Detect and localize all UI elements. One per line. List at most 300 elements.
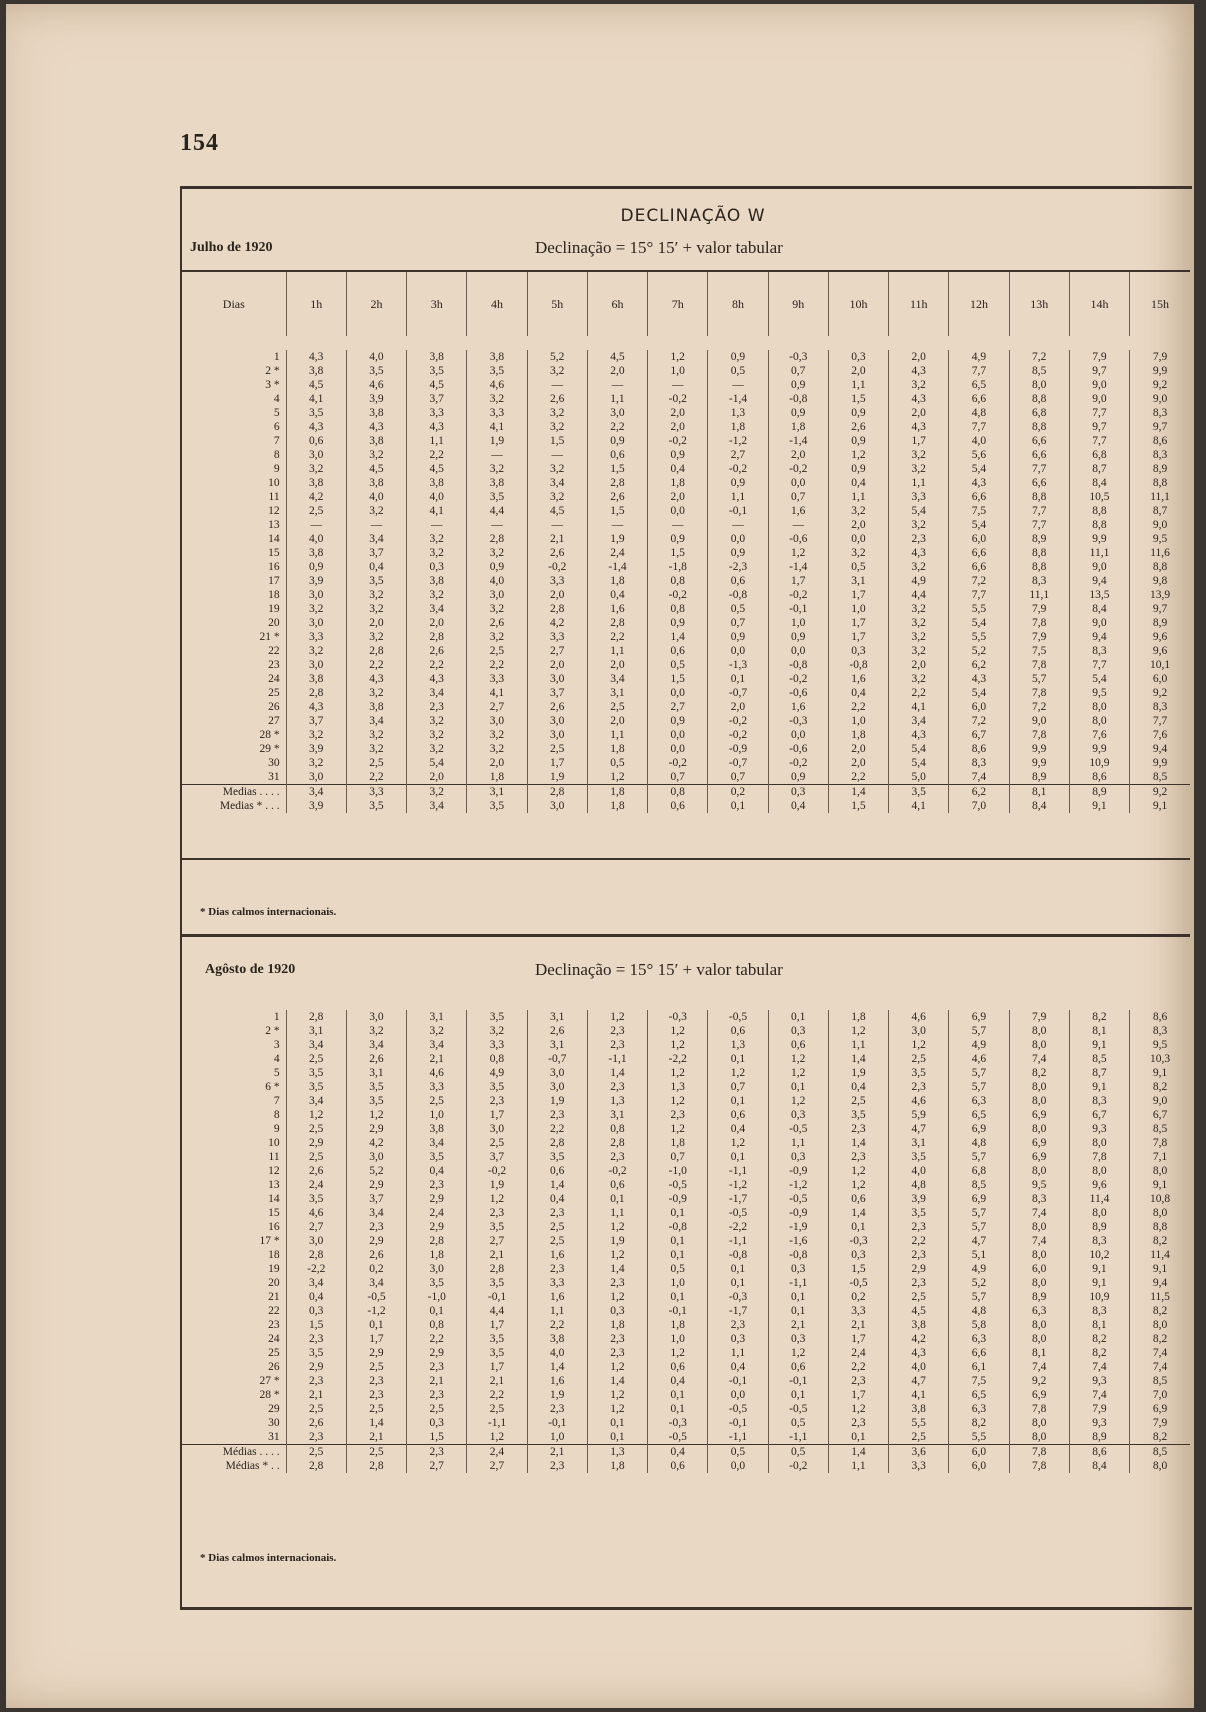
value-cell: 9,4 [1069, 630, 1129, 644]
value-cell: 1,1 [708, 1346, 768, 1360]
value-cell: 2,3 [527, 1108, 587, 1122]
value-cell: 3,0 [286, 1234, 346, 1248]
value-cell: 0,1 [648, 1402, 708, 1416]
value-cell: 6,6 [949, 490, 1009, 504]
value-cell: 7,8 [1009, 658, 1069, 672]
value-cell: 3,8 [286, 672, 346, 686]
value-cell: 3,3 [467, 672, 527, 686]
value-cell: 0,6 [648, 644, 708, 658]
value-cell: 2,3 [828, 1122, 888, 1136]
value-cell: 6,6 [1009, 476, 1069, 490]
value-cell: 9,9 [1130, 364, 1190, 378]
value-cell: 2,2 [828, 770, 888, 785]
value-cell: 0,0 [648, 504, 708, 518]
value-cell: 9,9 [1130, 756, 1190, 770]
value-cell: 4,0 [346, 350, 406, 364]
value-cell: 2,8 [467, 532, 527, 546]
average-cell: 1,8 [587, 785, 647, 800]
value-cell: 1,9 [527, 1388, 587, 1402]
value-cell: 4,0 [467, 574, 527, 588]
value-cell: 3,4 [346, 532, 406, 546]
value-cell: 4,0 [407, 490, 467, 504]
day-cell: 26 [268, 701, 280, 713]
value-cell: 8,2 [1130, 1304, 1190, 1318]
day-cell: 1 [273, 351, 280, 363]
value-cell: 4,8 [949, 1136, 1009, 1150]
value-cell: 2,3 [587, 1080, 647, 1094]
value-cell: 1,3 [587, 1094, 647, 1108]
value-cell: 2,9 [407, 1220, 467, 1234]
value-cell: 3,5 [467, 1276, 527, 1290]
value-cell: 3,2 [346, 728, 406, 742]
table-row [182, 644, 1190, 658]
value-cell: 2,0 [346, 616, 406, 630]
average-cell: 7,0 [949, 799, 1009, 813]
value-cell: 3,2 [286, 644, 346, 658]
value-cell: 7,8 [1009, 1402, 1069, 1416]
value-cell: 1,2 [828, 1178, 888, 1192]
value-cell: 2,5 [889, 1052, 949, 1066]
value-cell: 7,4 [1009, 1360, 1069, 1374]
value-cell: 8,0 [1069, 1164, 1129, 1178]
value-cell: 0,1 [768, 1290, 828, 1304]
value-cell: 1,5 [407, 1430, 467, 1445]
day-cell: 14 [268, 533, 280, 545]
day-cell: 25 [268, 1347, 280, 1359]
table-row [182, 1220, 1190, 1234]
value-cell: 2,7 [467, 1234, 527, 1248]
header-hour: 10h [828, 272, 888, 336]
value-cell: 3,1 [527, 1010, 587, 1024]
value-cell: 5,4 [949, 686, 1009, 700]
value-cell: 0,9 [648, 448, 708, 462]
value-cell: 2,3 [346, 1388, 406, 1402]
value-cell: 1,2 [587, 1360, 647, 1374]
table-row [182, 1080, 1190, 1094]
value-cell: 5,5 [949, 1430, 1009, 1445]
value-cell: -1,4 [587, 560, 647, 574]
average-cell: 8,0 [1130, 1459, 1190, 1473]
value-cell: 1,8 [587, 1318, 647, 1332]
value-cell: 6,6 [949, 392, 1009, 406]
value-cell: 8,8 [1130, 476, 1190, 490]
value-cell: 4,9 [889, 574, 949, 588]
average-cell: 2,4 [467, 1445, 527, 1460]
average-cell: 1,4 [828, 1445, 888, 1460]
value-cell: 4,3 [407, 672, 467, 686]
value-cell: 6,9 [1130, 1402, 1190, 1416]
value-cell: 1,2 [889, 1038, 949, 1052]
average-cell: 2,3 [407, 1445, 467, 1460]
value-cell: -0,6 [768, 686, 828, 700]
value-cell: 1,4 [346, 1416, 406, 1430]
value-cell: 1,2 [828, 1402, 888, 1416]
value-cell: 3,0 [527, 714, 587, 728]
value-cell: 3,2 [467, 630, 527, 644]
value-cell: 1,2 [587, 1388, 647, 1402]
header-hour: 5h [527, 272, 587, 336]
value-cell: 2,6 [286, 1164, 346, 1178]
header-hour: 6h [587, 272, 647, 336]
table-row [182, 588, 1190, 602]
value-cell: 2,0 [889, 350, 949, 364]
value-cell: 1,1 [587, 392, 647, 406]
value-cell: -0,9 [708, 742, 768, 756]
value-cell: 8,2 [1130, 1332, 1190, 1346]
value-cell: 4,0 [949, 434, 1009, 448]
value-cell: 6,9 [949, 1010, 1009, 1024]
value-cell: -0,1 [708, 504, 768, 518]
value-cell: 4,6 [286, 1206, 346, 1220]
value-cell: 4,9 [949, 350, 1009, 364]
average-cell: 3,5 [467, 799, 527, 813]
value-cell: 0,4 [346, 560, 406, 574]
day-cell: 25 [268, 687, 280, 699]
value-cell: 4,0 [889, 1360, 949, 1374]
value-cell: 8,4 [1069, 476, 1129, 490]
value-cell: 3,2 [346, 588, 406, 602]
average-cell: 2,5 [346, 1445, 406, 1460]
value-cell: 3,2 [467, 728, 527, 742]
value-cell: 0,8 [648, 602, 708, 616]
value-cell: 0,6 [708, 574, 768, 588]
value-cell: -0,1 [467, 1290, 527, 1304]
value-cell: 0,5 [708, 602, 768, 616]
value-cell: 1,5 [286, 1318, 346, 1332]
value-cell: 7,7 [949, 420, 1009, 434]
day-cell: 13 [268, 1179, 280, 1191]
value-cell: 3,5 [889, 1066, 949, 1080]
value-cell: 3,8 [346, 476, 406, 490]
value-cell: 0,9 [648, 532, 708, 546]
value-cell: 0,3 [768, 1150, 828, 1164]
value-cell: -0,1 [648, 1304, 708, 1318]
value-cell: 7,9 [1069, 350, 1129, 364]
value-cell: 1,2 [828, 1024, 888, 1038]
value-cell: 2,0 [828, 742, 888, 756]
value-cell: 2,3 [587, 1346, 647, 1360]
value-cell: 3,5 [467, 490, 527, 504]
value-cell: 2,5 [527, 1220, 587, 1234]
value-cell: 1,1 [828, 378, 888, 392]
value-cell: 7,8 [1130, 1136, 1190, 1150]
value-cell: 2,4 [587, 546, 647, 560]
value-cell: 1,8 [467, 770, 527, 785]
value-cell: 2,9 [286, 1360, 346, 1374]
value-cell: 3,0 [527, 728, 587, 742]
value-cell: 10,2 [1069, 1248, 1129, 1262]
value-cell: 8,9 [1130, 462, 1190, 476]
value-cell: 2,7 [648, 700, 708, 714]
value-cell: 0,5 [587, 756, 647, 770]
value-cell: 2,2 [407, 658, 467, 672]
value-cell: 7,4 [1130, 1360, 1190, 1374]
value-cell: -0,2 [648, 756, 708, 770]
value-cell: -0,3 [708, 1290, 768, 1304]
value-cell: 6,5 [949, 1108, 1009, 1122]
value-cell: 2,6 [527, 392, 587, 406]
value-cell: 0,3 [587, 1304, 647, 1318]
value-cell: 9,9 [1009, 756, 1069, 770]
value-cell: 8,1 [1069, 1318, 1129, 1332]
value-cell: -1,2 [708, 434, 768, 448]
value-cell: 7,9 [1009, 1010, 1069, 1024]
day-cell: 22 [268, 1305, 280, 1317]
value-cell: 8,9 [1130, 616, 1190, 630]
value-cell: 3,2 [346, 630, 406, 644]
value-cell: -0,8 [768, 1248, 828, 1262]
value-cell: 9,3 [1069, 1122, 1129, 1136]
value-cell: 3,0 [587, 406, 647, 420]
value-cell: 7,7 [1069, 658, 1129, 672]
value-cell: 9,2 [1009, 1374, 1069, 1388]
value-cell: 1,0 [527, 1430, 587, 1445]
value-cell: 7,2 [1009, 700, 1069, 714]
value-cell: -1,1 [708, 1234, 768, 1248]
value-cell: 1,2 [708, 1066, 768, 1080]
average-cell: 7,8 [1009, 1459, 1069, 1473]
value-cell: 6,3 [949, 1094, 1009, 1108]
value-cell: 3,8 [286, 546, 346, 560]
value-cell: 2,0 [407, 616, 467, 630]
value-cell: 0,1 [768, 1010, 828, 1024]
value-cell: 2,3 [346, 1220, 406, 1234]
value-cell: 3,2 [286, 756, 346, 770]
august-formula: Declinação = 15° 15′ + valor tabular [535, 960, 783, 979]
value-cell: 6,6 [949, 560, 1009, 574]
value-cell: -1,4 [768, 434, 828, 448]
value-cell: 2,2 [467, 1388, 527, 1402]
table-row [182, 546, 1190, 560]
table-row [182, 1290, 1190, 1304]
value-cell: 0,1 [587, 1430, 647, 1445]
value-cell: -0,7 [708, 756, 768, 770]
value-cell: 1,2 [467, 1192, 527, 1206]
value-cell: 8,7 [1069, 1066, 1129, 1080]
day-cell: 28 * [259, 729, 280, 741]
value-cell: 0,5 [648, 658, 708, 672]
value-cell: 3,2 [346, 686, 406, 700]
value-cell: 2,1 [286, 1388, 346, 1402]
value-cell: 3,5 [467, 1346, 527, 1360]
value-cell: 3,8 [407, 1122, 467, 1136]
day-cell: 24 [268, 1333, 280, 1345]
value-cell: -1,2 [768, 1178, 828, 1192]
value-cell: 8,2 [1130, 1430, 1190, 1445]
day-cell: 15 [268, 547, 280, 559]
value-cell: 2,0 [828, 364, 888, 378]
value-cell: 2,5 [889, 1290, 949, 1304]
value-cell: — [648, 378, 708, 392]
value-cell: 2,7 [527, 644, 587, 658]
value-cell: 1,4 [527, 1178, 587, 1192]
value-cell: 4,1 [286, 392, 346, 406]
value-cell: 0,4 [648, 462, 708, 476]
value-cell: 2,0 [768, 448, 828, 462]
value-cell: 2,3 [587, 1332, 647, 1346]
value-cell: -1,6 [768, 1234, 828, 1248]
value-cell: 11,1 [1009, 588, 1069, 602]
value-cell: 2,0 [587, 364, 647, 378]
value-cell: 6,6 [949, 546, 1009, 560]
value-cell: 3,2 [286, 462, 346, 476]
header-hour: 13h [1009, 272, 1069, 336]
value-cell: 1,2 [768, 1346, 828, 1360]
value-cell: 2,5 [467, 1136, 527, 1150]
value-cell: 0,1 [708, 1276, 768, 1290]
header-hour: 3h [407, 272, 467, 336]
value-cell: 3,5 [346, 364, 406, 378]
average-cell: 2,1 [527, 1445, 587, 1460]
value-cell: 3,0 [889, 1024, 949, 1038]
value-cell: 1,2 [587, 1290, 647, 1304]
value-cell: 1,1 [889, 476, 949, 490]
value-cell: 8,8 [1130, 1220, 1190, 1234]
value-cell: 3,2 [889, 672, 949, 686]
value-cell: 5,9 [889, 1108, 949, 1122]
value-cell: 8,6 [1130, 434, 1190, 448]
day-cell: 20 [268, 1277, 280, 1289]
value-cell: 3,5 [527, 1150, 587, 1164]
value-cell: 9,0 [1130, 1094, 1190, 1108]
value-cell: 6,9 [1009, 1136, 1069, 1150]
value-cell: 0,1 [828, 1220, 888, 1234]
value-cell: 7,8 [1069, 1150, 1129, 1164]
average-cell: 3,5 [889, 785, 949, 800]
value-cell: 3,5 [346, 1094, 406, 1108]
value-cell: -0,2 [708, 728, 768, 742]
value-cell: 1,7 [346, 1332, 406, 1346]
value-cell: 3,1 [527, 1038, 587, 1052]
value-cell: 2,3 [889, 1220, 949, 1234]
value-cell: 9,1 [1130, 1262, 1190, 1276]
average-cell: 1,5 [828, 799, 888, 813]
value-cell: 4,3 [889, 1346, 949, 1360]
value-cell: 7,4 [1009, 1052, 1069, 1066]
value-cell: -0,6 [768, 742, 828, 756]
value-cell: 4,9 [467, 1066, 527, 1080]
value-cell: 0,1 [648, 1290, 708, 1304]
value-cell: 9,0 [1130, 392, 1190, 406]
value-cell: -0,1 [768, 1374, 828, 1388]
value-cell: 2,1 [828, 1318, 888, 1332]
value-cell: 9,1 [1069, 1276, 1129, 1290]
value-cell: 6,7 [1069, 1108, 1129, 1122]
value-cell: 4,3 [346, 672, 406, 686]
value-cell: 3,2 [467, 742, 527, 756]
header-hour: 2h [346, 272, 406, 336]
value-cell: 1,2 [648, 1066, 708, 1080]
value-cell: 0,3 [407, 1416, 467, 1430]
value-cell: 4,5 [346, 462, 406, 476]
header-dias: Dias [222, 297, 245, 311]
value-cell: 2,3 [407, 1178, 467, 1192]
value-cell: 3,4 [527, 476, 587, 490]
value-cell: -0,5 [768, 1122, 828, 1136]
value-cell: 0,7 [708, 1080, 768, 1094]
value-cell: -2,2 [286, 1262, 346, 1276]
day-cell: 8 [273, 1109, 280, 1121]
value-cell: 3,5 [828, 1108, 888, 1122]
average-cell: 0,4 [768, 799, 828, 813]
value-cell: 6,0 [949, 532, 1009, 546]
value-cell: 1,3 [648, 1080, 708, 1094]
value-cell: 2,6 [527, 1024, 587, 1038]
value-cell: 13,5 [1069, 588, 1129, 602]
value-cell: 8,5 [1130, 770, 1190, 785]
table-row [182, 1150, 1190, 1164]
value-cell: 5,7 [949, 1220, 1009, 1234]
value-cell: 2,6 [527, 546, 587, 560]
value-cell: 6,0 [1009, 1262, 1069, 1276]
value-cell: 0,0 [768, 728, 828, 742]
value-cell: 1,7 [527, 756, 587, 770]
value-cell: 2,3 [708, 1318, 768, 1332]
value-cell: 3,9 [286, 574, 346, 588]
day-cell: 31 [268, 1431, 280, 1443]
value-cell: -0,2 [768, 462, 828, 476]
value-cell: 6,3 [949, 1332, 1009, 1346]
value-cell: 9,5 [1009, 1178, 1069, 1192]
table-row [182, 476, 1190, 490]
july-bottom-rule [182, 858, 1190, 860]
value-cell: 1,9 [587, 1234, 647, 1248]
value-cell: 6,3 [1009, 1304, 1069, 1318]
table-row [182, 1234, 1190, 1248]
value-cell: 2,4 [828, 1346, 888, 1360]
value-cell: -1,1 [768, 1276, 828, 1290]
value-cell: 1,0 [648, 1276, 708, 1290]
value-cell: -0,3 [648, 1010, 708, 1024]
value-cell: 8,0 [1130, 1318, 1190, 1332]
value-cell: 2,3 [527, 1262, 587, 1276]
day-cell: 10 [268, 477, 280, 489]
value-cell: 11,4 [1130, 1248, 1190, 1262]
value-cell: 2,9 [286, 1136, 346, 1150]
day-cell: 2 * [265, 365, 280, 377]
value-cell: 4,3 [889, 392, 949, 406]
table-row [182, 742, 1190, 756]
value-cell: 5,4 [1069, 672, 1129, 686]
value-cell: 4,3 [889, 728, 949, 742]
value-cell: 2,2 [587, 630, 647, 644]
value-cell: 5,4 [949, 616, 1009, 630]
value-cell: 0,9 [828, 462, 888, 476]
value-cell: 2,3 [648, 1108, 708, 1122]
day-cell: 2 * [265, 1025, 280, 1037]
value-cell: 7,7 [1009, 518, 1069, 532]
value-cell: 1,2 [587, 1402, 647, 1416]
value-cell: 0,3 [768, 1262, 828, 1276]
value-cell: 1,6 [527, 1248, 587, 1262]
day-cell: 7 [273, 435, 280, 447]
value-cell: 2,5 [346, 1402, 406, 1416]
value-cell: -2,2 [648, 1052, 708, 1066]
value-cell: -0,8 [768, 392, 828, 406]
value-cell: 8,9 [1069, 1220, 1129, 1234]
value-cell: 5,7 [949, 1206, 1009, 1220]
value-cell: 11,1 [1130, 490, 1190, 504]
value-cell: 2,5 [407, 1094, 467, 1108]
value-cell: 13,9 [1130, 588, 1190, 602]
value-cell: 2,8 [467, 1262, 527, 1276]
value-cell: -0,8 [648, 1220, 708, 1234]
value-cell: 0,8 [407, 1318, 467, 1332]
value-cell: 2,9 [346, 1346, 406, 1360]
value-cell: 4,3 [286, 350, 346, 364]
value-cell: 10,3 [1130, 1052, 1190, 1066]
value-cell: -1,7 [708, 1304, 768, 1318]
